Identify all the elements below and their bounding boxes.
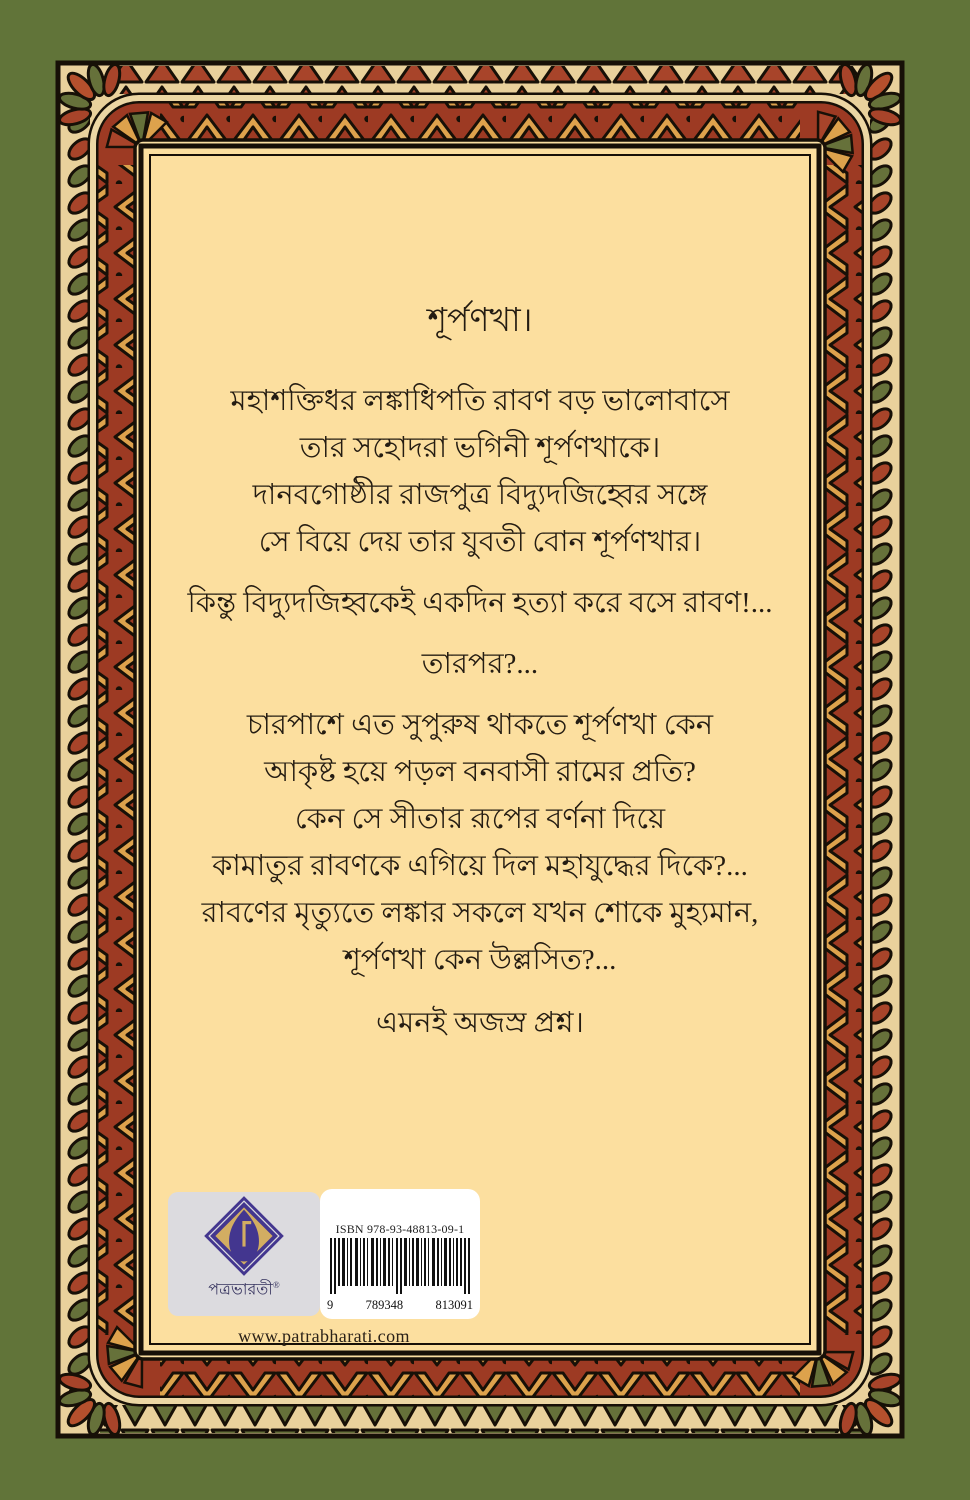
patrabharati-logo-icon: [200, 1192, 288, 1280]
isbn-barcode: [330, 1238, 470, 1299]
blurb-line: সে বিয়ে দেয় তার যুবতী বোন শূর্পণখার।: [258, 526, 702, 558]
blurb-line: তার সহোদরা ভগিনী শূর্পণখাকে।: [299, 432, 661, 464]
isbn-digit-group: 9: [327, 1298, 334, 1312]
publisher-logo-card: [168, 1192, 320, 1316]
blurb-line: আকৃষ্ট হয়ে পড়ল বনবাসী রামের প্রতি?: [264, 756, 696, 788]
blurb-line: রাবণের মৃত্যুতে লঙ্কার সকলে যখন শোকে মুহ্যমান,: [201, 897, 759, 929]
blurb-line: শূর্পণখা কেন উল্লসিত?...: [343, 944, 617, 976]
isbn-digit-group: 813091: [435, 1298, 473, 1312]
blurb-line: চারপাশে এত সুপুরুষ থাকতে শূর্পণখা কেন: [246, 709, 714, 741]
publisher-name: [208, 1276, 279, 1299]
blurb-line: কেন সে সীতার রূপের বর্ণনা দিয়ে: [294, 803, 666, 835]
blurb-text: [150, 300, 810, 1047]
blurb-line: মহাশক্তিধর লঙ্কাধিপতি রাবণ বড় ভালোবাসে: [230, 385, 730, 417]
blurb-line: তারপর?...: [421, 648, 539, 680]
blurb-line: দানবগোষ্ঠীর রাজপুত্র বিদ্যুদজিহ্বের সঙ্গে: [252, 479, 708, 511]
isbn-barcode-card: [320, 1189, 480, 1319]
publisher-website-url: www.patrabharati.com: [238, 1326, 410, 1346]
publisher-name-text: পত্রভারতী: [208, 1281, 273, 1299]
book-title: শূর্পণখা।: [427, 303, 533, 339]
blurb-line: কামাতুর রাবণকে এগিয়ে দিল মহাযুদ্ধের দিকে?...: [212, 850, 748, 882]
isbn-label: ISBN 978-93-48813-09-1: [335, 1222, 465, 1236]
blurb-line: কিন্তু বিদ্যুদজিহ্বকেই একদিন হত্যা করে বসে রাবণ!...: [187, 587, 773, 619]
isbn-digits: [327, 1298, 473, 1313]
registered-mark: ®: [272, 1280, 280, 1290]
blurb-line: এমনই অজস্র প্রশ্ন।: [376, 1007, 584, 1039]
isbn-digit-group: 789348: [365, 1298, 404, 1312]
